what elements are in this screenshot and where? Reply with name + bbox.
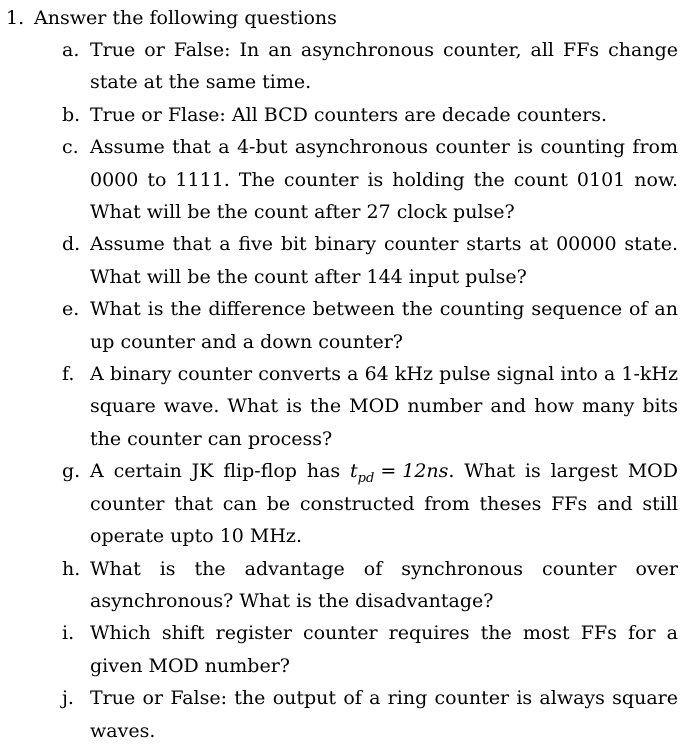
question-letter: j. [62,687,74,710]
question-letter: e. [62,298,80,321]
question-item-f [62,358,678,455]
question-letter: h. [62,557,81,580]
question-letter: d. [62,233,81,256]
question-text: True or False: the output of a ring counter is always square waves. [90,687,678,742]
heading-text: Answer the following questions [34,7,337,29]
question-item-e [62,293,678,358]
question-text: A binary counter converts a 64 kHz pulse signal into a 1-kHz square wave. What is the MOD number and how many bits the counter can process? [90,363,678,450]
question-text-before: A certain JK flip-flop has [90,460,351,483]
question-letter: c. [62,136,79,159]
question-text: Assume that a 4-but asynchronous counter is counting from 0000 to 1111. The counter is holding the count 0101 now. What will be the count after 27 clock pulse? [90,136,678,224]
question-item-a [62,34,678,99]
math-value: 12ns [402,460,449,483]
question-letter: a. [62,39,80,61]
question-letter: g. [62,460,81,483]
question-item-c [62,131,678,228]
question-text-after: . What is largest MOD counter that can be constructed from theses FFs and still operate upto 10 MHz. [90,460,678,548]
question-text: True or False: In an asynchronous counter, all FFs change state at the same time. [90,39,678,94]
question-item-d [62,228,678,293]
question-list [62,34,678,747]
question-item-g [62,455,678,552]
math-subscript: pd [357,471,375,487]
question-text: What is the difference between the counting sequence of an up counter and a down counter? [90,298,678,353]
question-letter: i. [62,622,75,645]
question-text: Assume that a five bit binary counter starts at 00000 state. What will be the count after 144 input pulse? [90,233,678,288]
math-variable: t [350,460,358,483]
propagation-delay-formula [350,460,449,487]
question-letter: b. [62,103,81,126]
heading-number: 1. [6,7,25,29]
question-heading [6,2,337,34]
question-item-j [62,682,678,747]
math-equals: = [380,460,397,483]
question-letter: f. [62,363,75,386]
question-text: True or Flase: All BCD counters are decade counters. [90,103,608,126]
question-item-h [62,553,678,618]
question-item-i [62,617,678,682]
question-text: Which shift register counter requires the most FFs for a given MOD number? [90,622,678,677]
question-item-b [62,99,678,131]
question-text: What is the advantage of synchronous counter over asynchronous? What is the disadvantage? [90,557,678,612]
